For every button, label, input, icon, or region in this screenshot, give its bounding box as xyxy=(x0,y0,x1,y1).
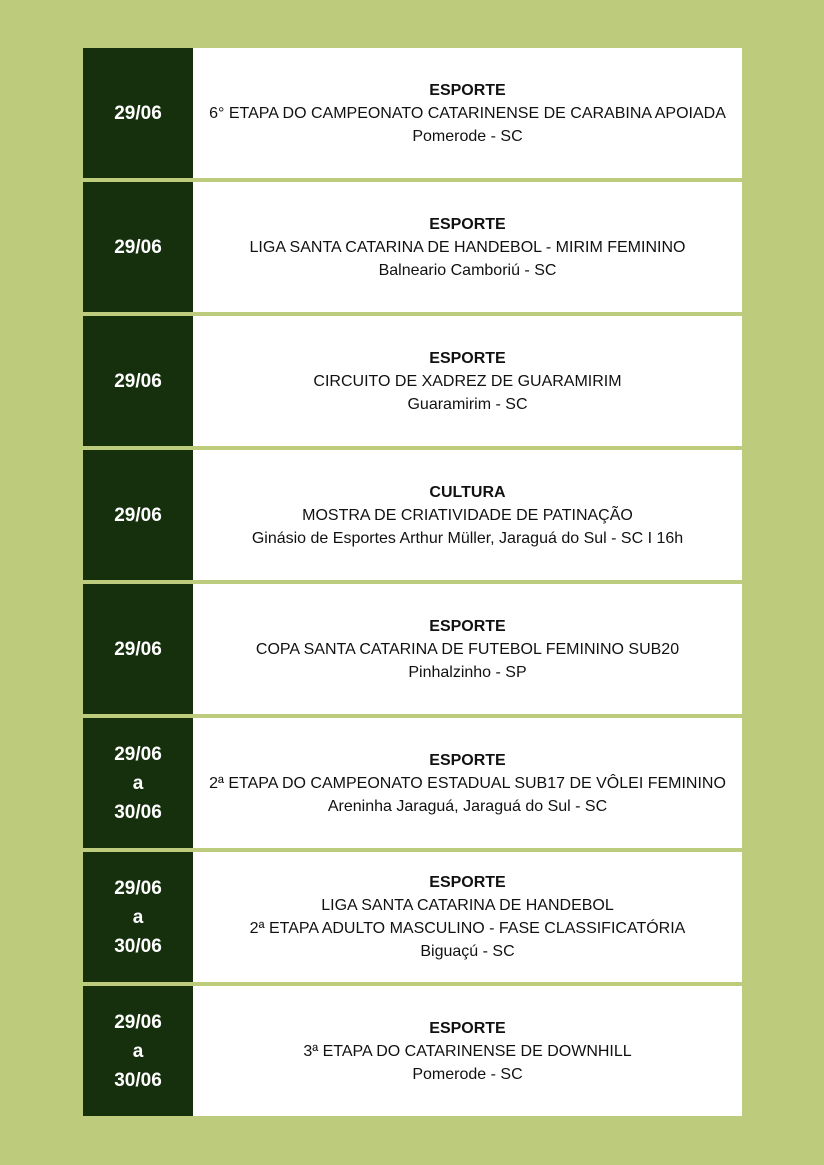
event-detail-line: Pomerode - SC xyxy=(412,127,523,145)
event-date-line: 29/06 xyxy=(114,236,162,258)
event-detail-line: MOSTRA DE CRIATIVIDADE DE PATINAÇÃO xyxy=(302,506,633,524)
event-category: ESPORTE xyxy=(429,1019,506,1037)
event-date xyxy=(83,852,193,982)
event-category: ESPORTE xyxy=(429,874,506,891)
event-row xyxy=(83,316,742,446)
event-info xyxy=(193,182,742,312)
event-date-line: 29/06 xyxy=(114,743,162,765)
event-info xyxy=(193,852,742,982)
event-info xyxy=(193,986,742,1116)
event-detail-line: COPA SANTA CATARINA DE FUTEBOL FEMININO SUB20 xyxy=(255,640,680,658)
event-detail-line: Biguaçú - SC xyxy=(420,943,515,960)
event-category: ESPORTE xyxy=(429,751,506,769)
event-date-line: 29/06 xyxy=(114,877,162,899)
event-detail-line: 6° ETAPA DO CAMPEONATO CATARINENSE DE CARABINA APOIADA xyxy=(209,104,726,122)
event-detail-line: CIRCUITO DE XADREZ DE GUARAMIRIM xyxy=(313,372,622,390)
event-detail-line: 2ª ETAPA DO CAMPEONATO ESTADUAL SUB17 DE VÔLEI FEMININO xyxy=(209,774,726,792)
event-date-line: 29/06 xyxy=(114,504,162,526)
event-row xyxy=(83,584,742,714)
event-info xyxy=(193,718,742,848)
event-category: CULTURA xyxy=(429,483,506,501)
event-date xyxy=(83,718,193,848)
event-info xyxy=(193,450,742,580)
event-date xyxy=(83,584,193,714)
event-info xyxy=(193,584,742,714)
event-date-line: 29/06 xyxy=(114,638,162,660)
event-date-line: a xyxy=(132,1040,144,1062)
event-date-line: a xyxy=(132,906,144,928)
event-row xyxy=(83,182,742,312)
event-row xyxy=(83,450,742,580)
event-detail-line: Pinhalzinho - SP xyxy=(408,663,527,681)
event-date xyxy=(83,986,193,1116)
event-detail-line: Ginásio de Esportes Arthur Müller, Jaraguá do Sul - SC I 16h xyxy=(251,529,684,547)
event-date xyxy=(83,48,193,178)
event-row xyxy=(83,852,742,982)
event-detail-line: Pomerode - SC xyxy=(412,1065,523,1083)
event-detail-line: LIGA SANTA CATARINA DE HANDEBOL xyxy=(321,897,614,914)
event-detail-line: Areninha Jaraguá, Jaraguá do Sul - SC xyxy=(327,797,608,815)
event-list xyxy=(83,48,742,1120)
event-detail-line: LIGA SANTA CATARINA DE HANDEBOL - MIRIM FEMININO xyxy=(249,238,686,256)
event-detail-line: Guaramirim - SC xyxy=(407,395,528,413)
event-category: ESPORTE xyxy=(429,215,506,233)
event-date-line: 30/06 xyxy=(114,801,162,823)
event-date-line: 30/06 xyxy=(114,935,162,957)
event-category: ESPORTE xyxy=(429,617,506,635)
event-detail-line: 3ª ETAPA DO CATARINENSE DE DOWNHILL xyxy=(303,1042,632,1060)
event-info xyxy=(193,316,742,446)
event-row xyxy=(83,718,742,848)
event-category: ESPORTE xyxy=(429,349,506,367)
event-date-line: 29/06 xyxy=(114,1011,162,1033)
event-date-line: 30/06 xyxy=(114,1069,162,1091)
event-date xyxy=(83,182,193,312)
event-date-line: 29/06 xyxy=(114,370,162,392)
event-date xyxy=(83,316,193,446)
event-date-line: a xyxy=(132,772,144,794)
event-row xyxy=(83,986,742,1116)
event-row xyxy=(83,48,742,178)
event-info xyxy=(193,48,742,178)
event-detail-line: Balneario Camboriú - SC xyxy=(378,261,557,279)
event-detail-line: 2ª ETAPA ADULTO MASCULINO - FASE CLASSIFICATÓRIA xyxy=(249,920,686,937)
event-date xyxy=(83,450,193,580)
event-date-line: 29/06 xyxy=(114,102,162,124)
event-category: ESPORTE xyxy=(429,81,506,99)
